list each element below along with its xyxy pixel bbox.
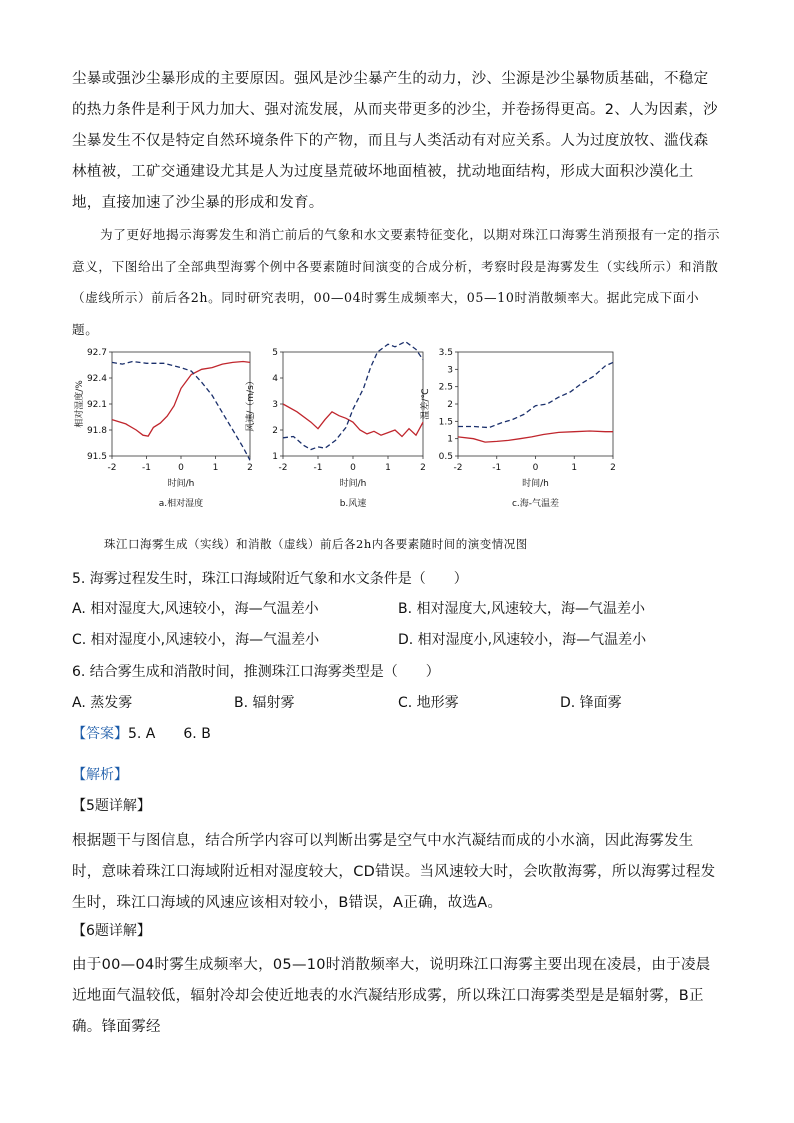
- y-tick-label: 1: [447, 434, 453, 445]
- q6-option-c: C. 地形雾: [398, 695, 459, 711]
- q6-option-d: D. 锋面雾: [560, 695, 622, 711]
- y-tick-label: 92.7: [86, 348, 107, 358]
- chart-sea-air-temp-diff: [419, 348, 616, 509]
- y-axis-label: 温差/℃: [421, 388, 431, 420]
- x-axis-label: 时间/h: [522, 479, 549, 489]
- question-intro: 为了更好地揭示海雾发生和消亡前后的气象和水文要素特征变化，以期对珠江口海雾生消预报有一定的指示意义，下图给出了全部典型海雾个例中各要素随时间演变的合成分析，考察时段是海雾发生（实线所示）和消散（虚线所示）前后各2h。同时研究表明，00—04时雾生成频率大，05—10时消散频率大。据此完成下面小题。: [72, 227, 721, 337]
- y-tick-label: 2.5: [438, 382, 453, 393]
- x-tick-label: -2: [453, 463, 463, 473]
- x-tick-label: 0: [350, 463, 356, 473]
- figure-charts: [60, 338, 680, 528]
- x-tick-label: 1: [212, 463, 219, 473]
- y-tick-label: 2: [272, 426, 278, 436]
- q5-option-c: C. 相对湿度小,风速较小，海—气温差小: [72, 632, 320, 648]
- chart-relative-humidity: [73, 348, 253, 509]
- series-line-dissipation: [112, 362, 250, 461]
- y-tick-label: 3.5: [438, 348, 453, 358]
- q6-detail: 由于00—04时雾生成频率大，05—10时消散频率大，说明珠江口海雾主要出现在凌晨，由于凌晨近地面气温较低，辐射冷却会使近地表的水汽凝结形成雾，所以珠江口海雾类型是是辐射雾，B正确。锋面雾经: [72, 957, 711, 1035]
- q6-detail-label: 【6题详解】: [72, 923, 151, 939]
- y-tick-label: 4: [272, 374, 278, 384]
- q5-option-a: A. 相对湿度大,风速较小，海—气温差小: [72, 601, 319, 617]
- x-tick-label: 2: [247, 463, 253, 473]
- x-tick-label: 0: [532, 463, 539, 473]
- x-tick-label: 1: [385, 463, 391, 473]
- y-tick-label: 2: [447, 400, 453, 410]
- y-tick-label: 3: [272, 400, 278, 410]
- series-line-dissipation: [458, 362, 613, 427]
- q5-option-d: D. 相对湿度小,风速较小，海—气温差小: [398, 632, 647, 648]
- y-tick-label: 1: [272, 452, 278, 462]
- x-tick-label: 2: [610, 463, 616, 473]
- y-tick-label: 5: [272, 348, 278, 358]
- series-line-dissipation: [283, 342, 423, 450]
- x-tick-label: 1: [571, 463, 578, 473]
- q6-option-a: A. 蒸发雾: [72, 695, 133, 711]
- y-tick-label: 0.5: [438, 452, 453, 462]
- y-tick-label: 91.5: [86, 452, 107, 462]
- q5-detail-label: 【5题详解】: [72, 798, 151, 814]
- plot-frame: [283, 352, 423, 456]
- x-tick-label: -1: [492, 463, 502, 473]
- chart-caption: a.相对湿度: [158, 499, 204, 509]
- series-line-formation: [458, 431, 613, 442]
- chart-caption: b.风速: [339, 499, 367, 509]
- y-axis-label: 风速/（m/s）: [246, 376, 256, 432]
- y-tick-label: 92.1: [86, 400, 107, 410]
- x-tick-label: -2: [278, 463, 288, 473]
- x-tick-label: -2: [107, 463, 117, 473]
- y-tick-label: 1.5: [438, 417, 453, 428]
- q5-detail: 根据题干与图信息，结合所学内容可以判断出雾是空气中水汽凝结而成的小水滴，因此海雾发生时，意味着珠江口海域附近相对湿度较大，CD错误。当风速较大时，会吹散海雾，所以海雾过程发生时，珠江口海域的风速应该相对较小，B错误，A正确，故选A。: [72, 833, 716, 911]
- x-tick-label: -1: [142, 463, 151, 473]
- q5-option-b: B. 相对湿度大,风速较大，海—气温差小: [398, 601, 645, 617]
- analysis-label: 【解析】: [72, 767, 128, 783]
- y-axis-label: 相对湿度/%: [75, 380, 85, 428]
- figure-caption: 珠江口海雾生成（实线）和消散（虚线）前后各2h内各要素随时间的演变情况图: [104, 537, 528, 551]
- chart-wind-speed: [244, 342, 426, 509]
- x-tick-label: 0: [178, 463, 184, 473]
- x-axis-label: 时间/h: [339, 479, 367, 489]
- q6-option-b: B. 辐射雾: [234, 695, 295, 711]
- q6-stem: 6. 结合雾生成和消散时间，推测珠江口海雾类型是（ ）: [72, 664, 440, 680]
- answer-label: 【答案】: [72, 726, 128, 742]
- x-axis-label: 时间/h: [167, 479, 195, 489]
- y-tick-label: 91.8: [86, 426, 107, 436]
- answer-line: [72, 723, 211, 743]
- answer-text: 5. A 6. B: [128, 726, 211, 742]
- x-tick-label: 2: [420, 463, 426, 473]
- plot-frame: [112, 352, 250, 456]
- q5-stem: 5. 海雾过程发生时，珠江口海域附近气象和水文条件是（ ）: [72, 571, 468, 587]
- y-tick-label: 92.4: [86, 374, 107, 384]
- y-tick-label: 3: [447, 365, 453, 376]
- paragraph-sandstorm: 尘暴或强沙尘暴形成的主要原因。强风是沙尘暴产生的动力，沙、尘源是沙尘暴物质基础，不稳定的热力条件是利于风力加大、强对流发展，从而夹带更多的沙尘，并卷扬得更高。2、人为因素，沙尘暴发生不仅是特定自然环境条件下的产物，而且与人类活动有对应关系。人为过度放牧、滥伐森林植被，工矿交通建设尤其是人为过度垦荒破坏地面植被，扰动地面结构，形成大面积沙漠化土地，直接加速了沙尘暴的形成和发育。: [72, 71, 718, 211]
- chart-caption: c.海-气温差: [511, 499, 560, 509]
- x-tick-label: -1: [313, 463, 323, 473]
